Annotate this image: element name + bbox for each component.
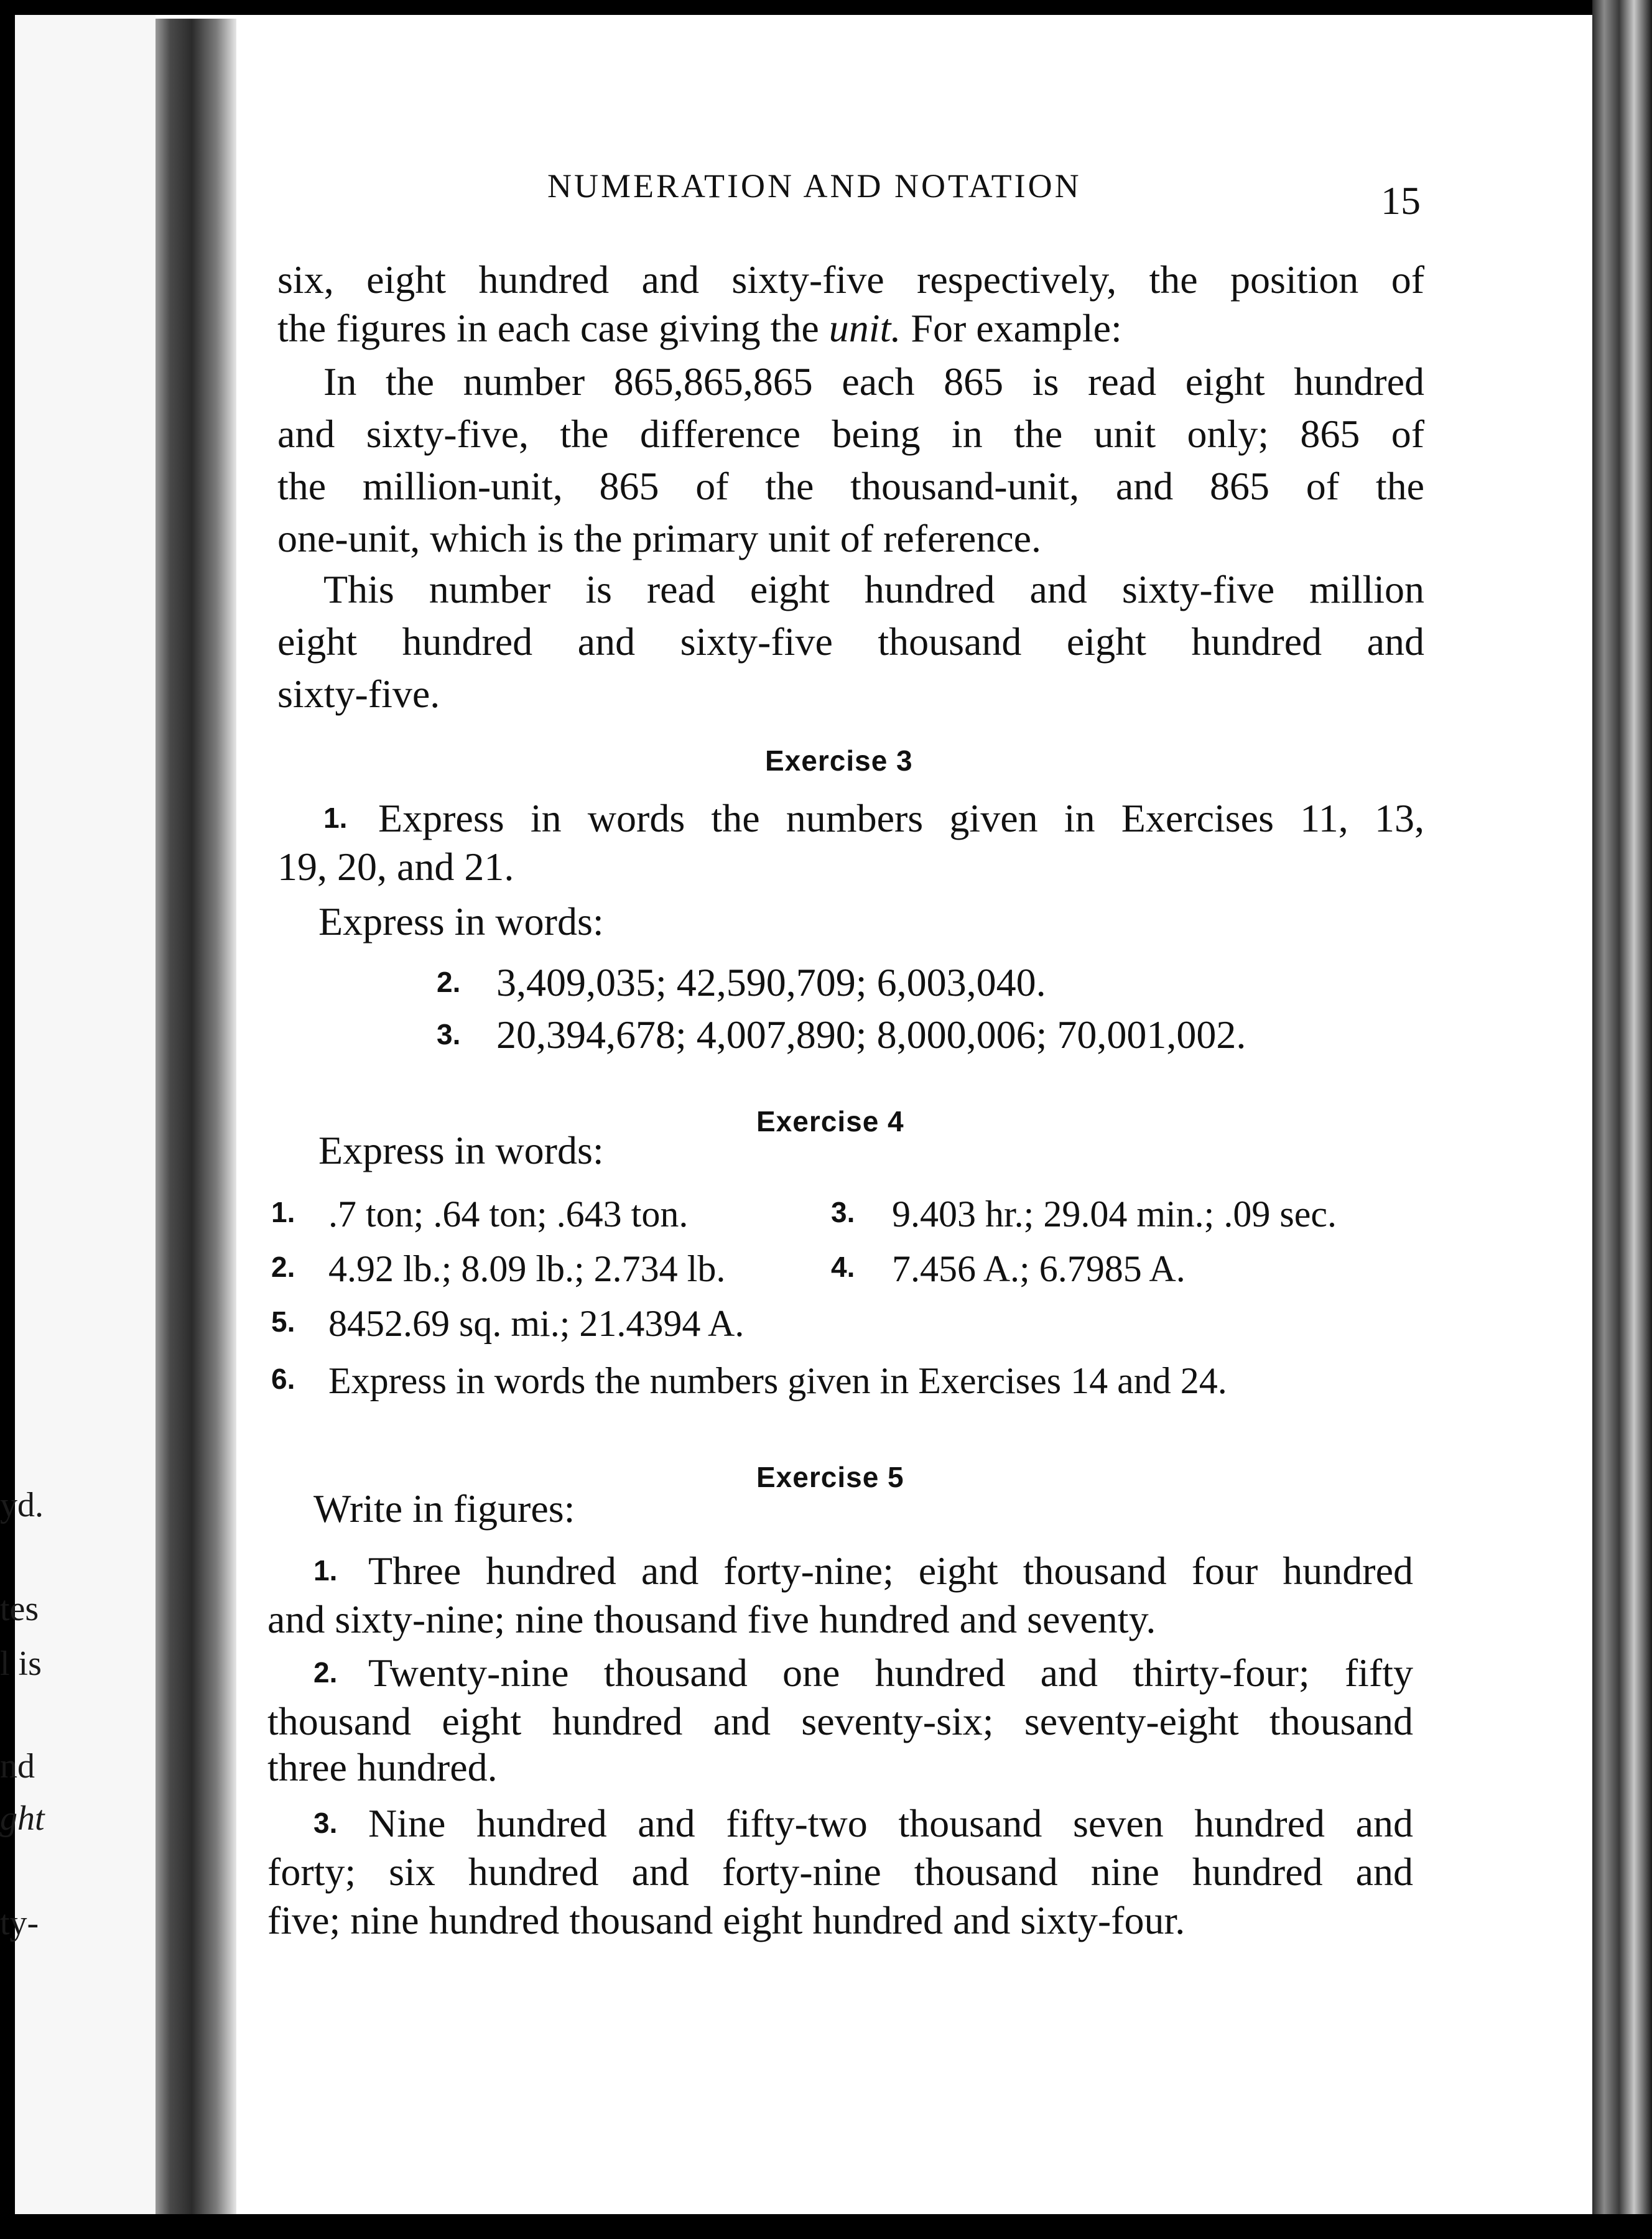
facing-fragment: tes xyxy=(0,1590,39,1628)
exercise-4-prompt: Express in words: xyxy=(318,1128,604,1172)
exercise-5-heading: Exercise 5 xyxy=(756,1461,904,1493)
text-line: sixty-five. xyxy=(277,672,440,716)
text-line: three hundred. xyxy=(267,1745,498,1789)
text-line: In the number 865,865,865 each 865 is read eight hundred xyxy=(323,359,1424,404)
text-line: .7 ton; .64 ton; .643 ton. xyxy=(328,1194,689,1235)
text-line: This number is read eight hundred and sixty-five million xyxy=(323,567,1424,611)
text-line: forty; six hundred and forty-nine thousand nine hundred and xyxy=(267,1850,1413,1894)
text-line: one-unit, which is the primary unit of reference. xyxy=(277,516,1041,560)
text-line: and sixty-nine; nine thousand five hundred and seventy. xyxy=(267,1597,1156,1641)
item-number: 1. xyxy=(271,1196,295,1228)
book-gutter xyxy=(155,19,236,2214)
page-edges-right xyxy=(1592,0,1652,2239)
item-number: 6. xyxy=(271,1363,295,1395)
scan-border-bottom xyxy=(0,2214,1652,2239)
text-line: Express in words the numbers given in Exercises 14 and 24. xyxy=(328,1360,1227,1401)
item-number: 4. xyxy=(831,1251,855,1283)
exercise-3-prompt: Express in words: xyxy=(318,899,604,943)
text-line: thousand eight hundred and seventy-six; seventy-eight thousand xyxy=(267,1699,1413,1743)
item-number: 1. xyxy=(313,1554,338,1587)
text-line: Express in words the numbers given in Exercises 11, 13, xyxy=(378,796,1424,840)
item-number: 3. xyxy=(313,1807,338,1839)
text-line: the figures in each case giving the unit. For example: xyxy=(277,306,1122,350)
exercise-5-prompt: Write in figures: xyxy=(313,1486,575,1531)
item-number: 2. xyxy=(437,966,461,998)
text-line: 7.456 A.; 6.7985 A. xyxy=(892,1248,1186,1289)
facing-fragment: yd. xyxy=(0,1486,44,1524)
item-number: 2. xyxy=(271,1251,295,1283)
exercise-3-heading: Exercise 3 xyxy=(765,744,913,777)
item-number: 1. xyxy=(323,802,348,834)
text-line: eight hundred and sixty-five thousand eight hundred and xyxy=(277,619,1424,664)
text-line: 20,394,678; 4,007,890; 8,000,006; 70,001,002. xyxy=(496,1013,1246,1057)
text-line: and sixty-five, the difference being in the unit only; 865 of xyxy=(277,412,1424,456)
text-line: 19, 20, and 21. xyxy=(277,845,514,889)
item-number: 3. xyxy=(831,1196,855,1228)
text-line: five; nine hundred thousand eight hundred and sixty-four. xyxy=(267,1898,1186,1942)
facing-fragment: nd xyxy=(0,1747,35,1786)
emphasized-word: unit. xyxy=(828,306,901,350)
page-number: 15 xyxy=(1381,178,1421,223)
text-line: Twenty-nine thousand one hundred and thirty-four; fifty xyxy=(368,1651,1413,1695)
scan-border-top xyxy=(0,0,1652,15)
text-line: 4.92 lb.; 8.09 lb.; 2.734 lb. xyxy=(328,1248,726,1289)
text-line: Nine hundred and fifty-two thousand seven hundred and xyxy=(368,1801,1413,1845)
exercise-4-heading: Exercise 4 xyxy=(756,1105,904,1138)
text-line: Three hundred and forty-nine; eight thousand four hundred xyxy=(368,1549,1413,1593)
running-header: NUMERATION AND NOTATION xyxy=(547,167,1082,205)
item-number: 2. xyxy=(313,1656,338,1689)
text-line: 3,409,035; 42,590,709; 6,003,040. xyxy=(496,960,1046,1004)
text-line: 8452.69 sq. mi.; 21.4394 A. xyxy=(328,1303,745,1344)
item-number: 3. xyxy=(437,1018,461,1050)
text-line: six, eight hundred and sixty-five respectively, the position of xyxy=(277,257,1424,302)
text-line: 9.403 hr.; 29.04 min.; .09 sec. xyxy=(892,1194,1337,1235)
facing-fragment: ty- xyxy=(0,1904,39,1942)
facing-fragment: l is xyxy=(0,1644,42,1683)
facing-fragment: ght xyxy=(0,1799,45,1838)
facing-page-edge xyxy=(15,15,155,2214)
item-number: 5. xyxy=(271,1305,295,1338)
text-line: the million-unit, 865 of the thousand-unit, and 865 of the xyxy=(277,464,1424,508)
